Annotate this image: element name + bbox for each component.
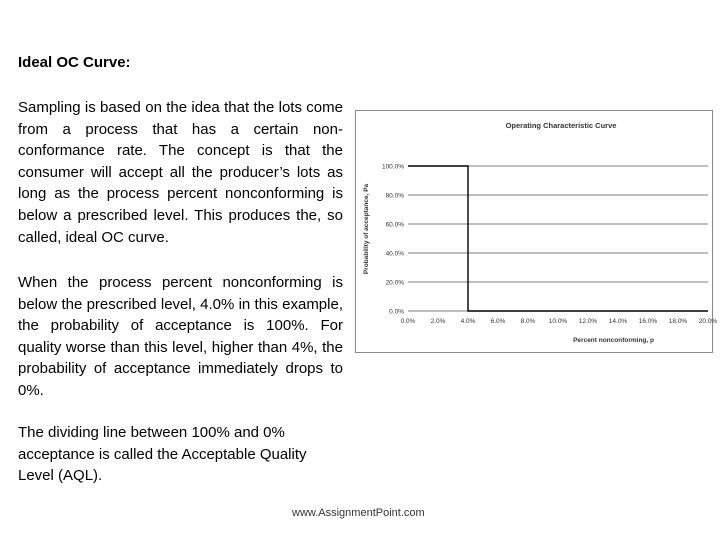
slide-title: Ideal OC Curve: xyxy=(18,54,131,71)
y-axis-label: Probability of acceptance, Pa xyxy=(363,183,370,275)
x-tick-labels xyxy=(401,318,718,325)
x-tick-label: 14.0% xyxy=(608,318,628,325)
y-tick-label: 80.0% xyxy=(385,192,404,200)
x-tick-label: 16.0% xyxy=(638,318,658,325)
y-tick-label: 100.0% xyxy=(381,163,404,171)
x-tick-label: 0.0% xyxy=(400,318,416,325)
x-tick-label: 4.0% xyxy=(460,318,476,325)
x-tick-label: 2.0% xyxy=(430,318,446,325)
y-tick-label: 40.0% xyxy=(385,250,404,258)
x-tick-label: 18.0% xyxy=(668,318,688,325)
y-tick-label: 20.0% xyxy=(385,279,404,287)
x-tick-label: 20.0% xyxy=(698,318,718,325)
x-axis-label: Percent nonconforming, p xyxy=(573,337,654,344)
footer-url: www.AssignmentPoint.com xyxy=(292,507,425,519)
paragraph-acceptance: When the process percent nonconforming is below the prescribed level, 4.0% in this example, the probability of acceptance is 100%. For quality worse than this level, higher than 4%, the probability of acceptance immediately drops to 0%. xyxy=(18,274,343,399)
y-tick-label: 60.0% xyxy=(385,221,404,229)
chart-title: Operating Characteristic Curve xyxy=(505,121,617,130)
x-tick-label: 6.0% xyxy=(490,318,506,325)
grid-layer xyxy=(408,166,708,311)
x-tick-label: 12.0% xyxy=(578,318,598,325)
y-tick-labels xyxy=(382,164,404,316)
x-tick-label: 10.0% xyxy=(548,318,568,325)
paragraph-ideal-oc: Sampling is based on the idea that the lots come from a process that has a certain non-conformance rate. The concept is that the consumer will accept all the producer’s lots as long as the process percent nonconforming is below a prescribed level. This produces the, so called, ideal OC curve. xyxy=(18,99,343,246)
paragraph-aql: The dividing line between 100% and 0% acceptance is called the Acceptable Quality Level (AQL). xyxy=(18,424,307,485)
oc-chart-svg xyxy=(356,111,718,352)
oc-curve-line xyxy=(408,166,708,311)
y-tick-label: 0.0% xyxy=(389,308,404,316)
oc-chart xyxy=(355,110,718,353)
series-layer xyxy=(408,166,708,311)
x-tick-label: 8.0% xyxy=(520,318,536,325)
